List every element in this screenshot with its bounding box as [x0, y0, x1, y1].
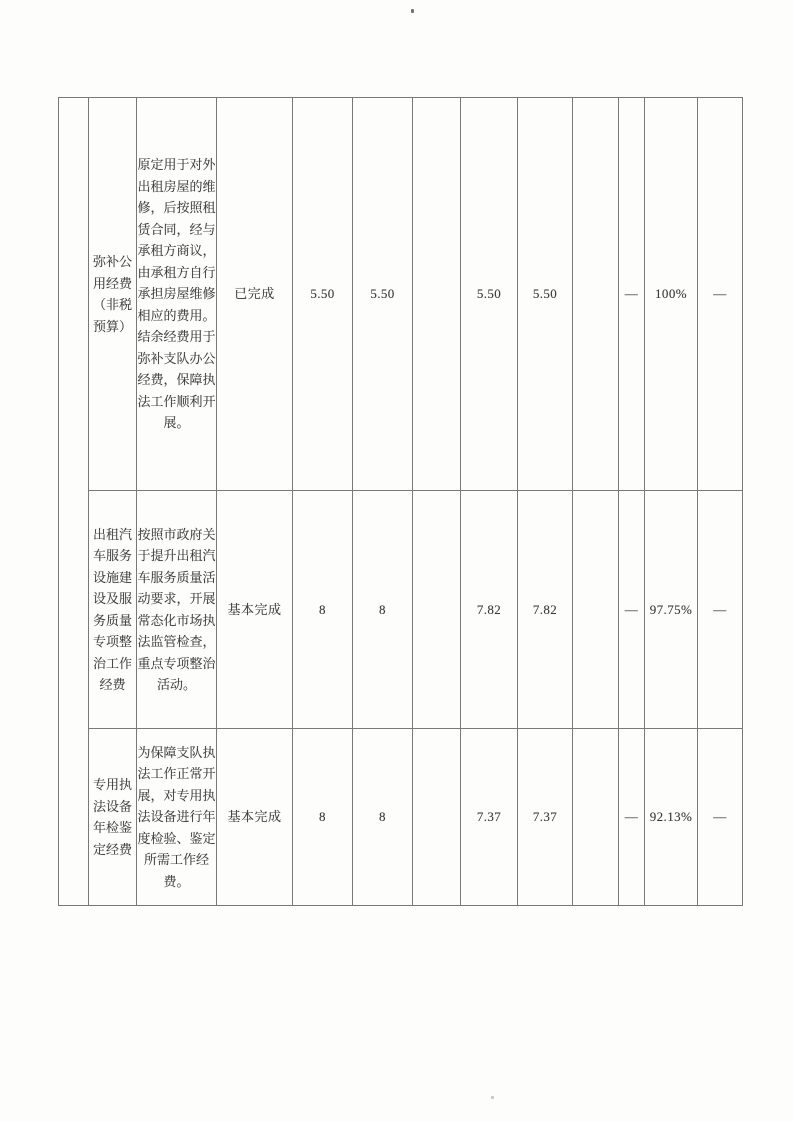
project-description-cell: 为保障支队执法工作正常开展，对专用执法设备进行年度检验、鉴定所需工作经费。 [137, 729, 217, 906]
dash-cell: — [698, 729, 743, 906]
dash-cell: — [619, 491, 645, 729]
percent-cell: 100% [645, 98, 698, 491]
table-row [59, 729, 743, 906]
value-cell: 8 [353, 729, 413, 906]
project-name-cell: 出租汽车服务设施建设及服务质量专项整治工作经费 [89, 491, 137, 729]
completion-status-cell: 已完成 [217, 98, 293, 491]
completion-status-cell: 基本完成 [217, 491, 293, 729]
completion-status-cell: 基本完成 [217, 729, 293, 906]
value-cell: 8 [293, 491, 353, 729]
table-row [59, 98, 743, 491]
percent-cell: 92.13% [645, 729, 698, 906]
project-name-cell: 弥补公用经费（非税预算） [89, 98, 137, 491]
scan-speck-top [411, 9, 414, 13]
dash-cell: — [619, 729, 645, 906]
value-cell: 7.82 [518, 491, 573, 729]
value-cell: 7.82 [461, 491, 518, 729]
empty-value-cell [413, 729, 461, 906]
table-row [59, 491, 743, 729]
dash-cell: — [698, 491, 743, 729]
value-cell: 8 [293, 729, 353, 906]
value-cell: 5.50 [353, 98, 413, 491]
project-name-cell: 专用执法设备年检鉴定经费 [89, 729, 137, 906]
value-cell: 5.50 [293, 98, 353, 491]
dash-cell: — [619, 98, 645, 491]
dash-cell: — [698, 98, 743, 491]
empty-value-cell [413, 491, 461, 729]
empty-value-cell [413, 98, 461, 491]
project-description-cell: 原定用于对外出租房屋的维修，后按照租赁合同，经与承租方商议，由承租方自行承担房屋维修相应的费用。结余经费用于弥补支队办公经费，保障执法工作顺利开展。 [137, 98, 217, 491]
value-cell: 5.50 [461, 98, 518, 491]
project-description-cell: 按照市政府关于提升出租汽车服务质量活动要求，开展常态化市场执法监管检查，重点专项整治活动。 [137, 491, 217, 729]
scan-speck-bottom [491, 1096, 494, 1099]
performance-table [58, 97, 743, 906]
value-cell: 7.37 [518, 729, 573, 906]
margin-cell [59, 98, 89, 906]
empty-value-cell [573, 98, 619, 491]
empty-value-cell [573, 729, 619, 906]
value-cell: 5.50 [518, 98, 573, 491]
percent-cell: 97.75% [645, 491, 698, 729]
empty-value-cell [573, 491, 619, 729]
value-cell: 8 [353, 491, 413, 729]
value-cell: 7.37 [461, 729, 518, 906]
